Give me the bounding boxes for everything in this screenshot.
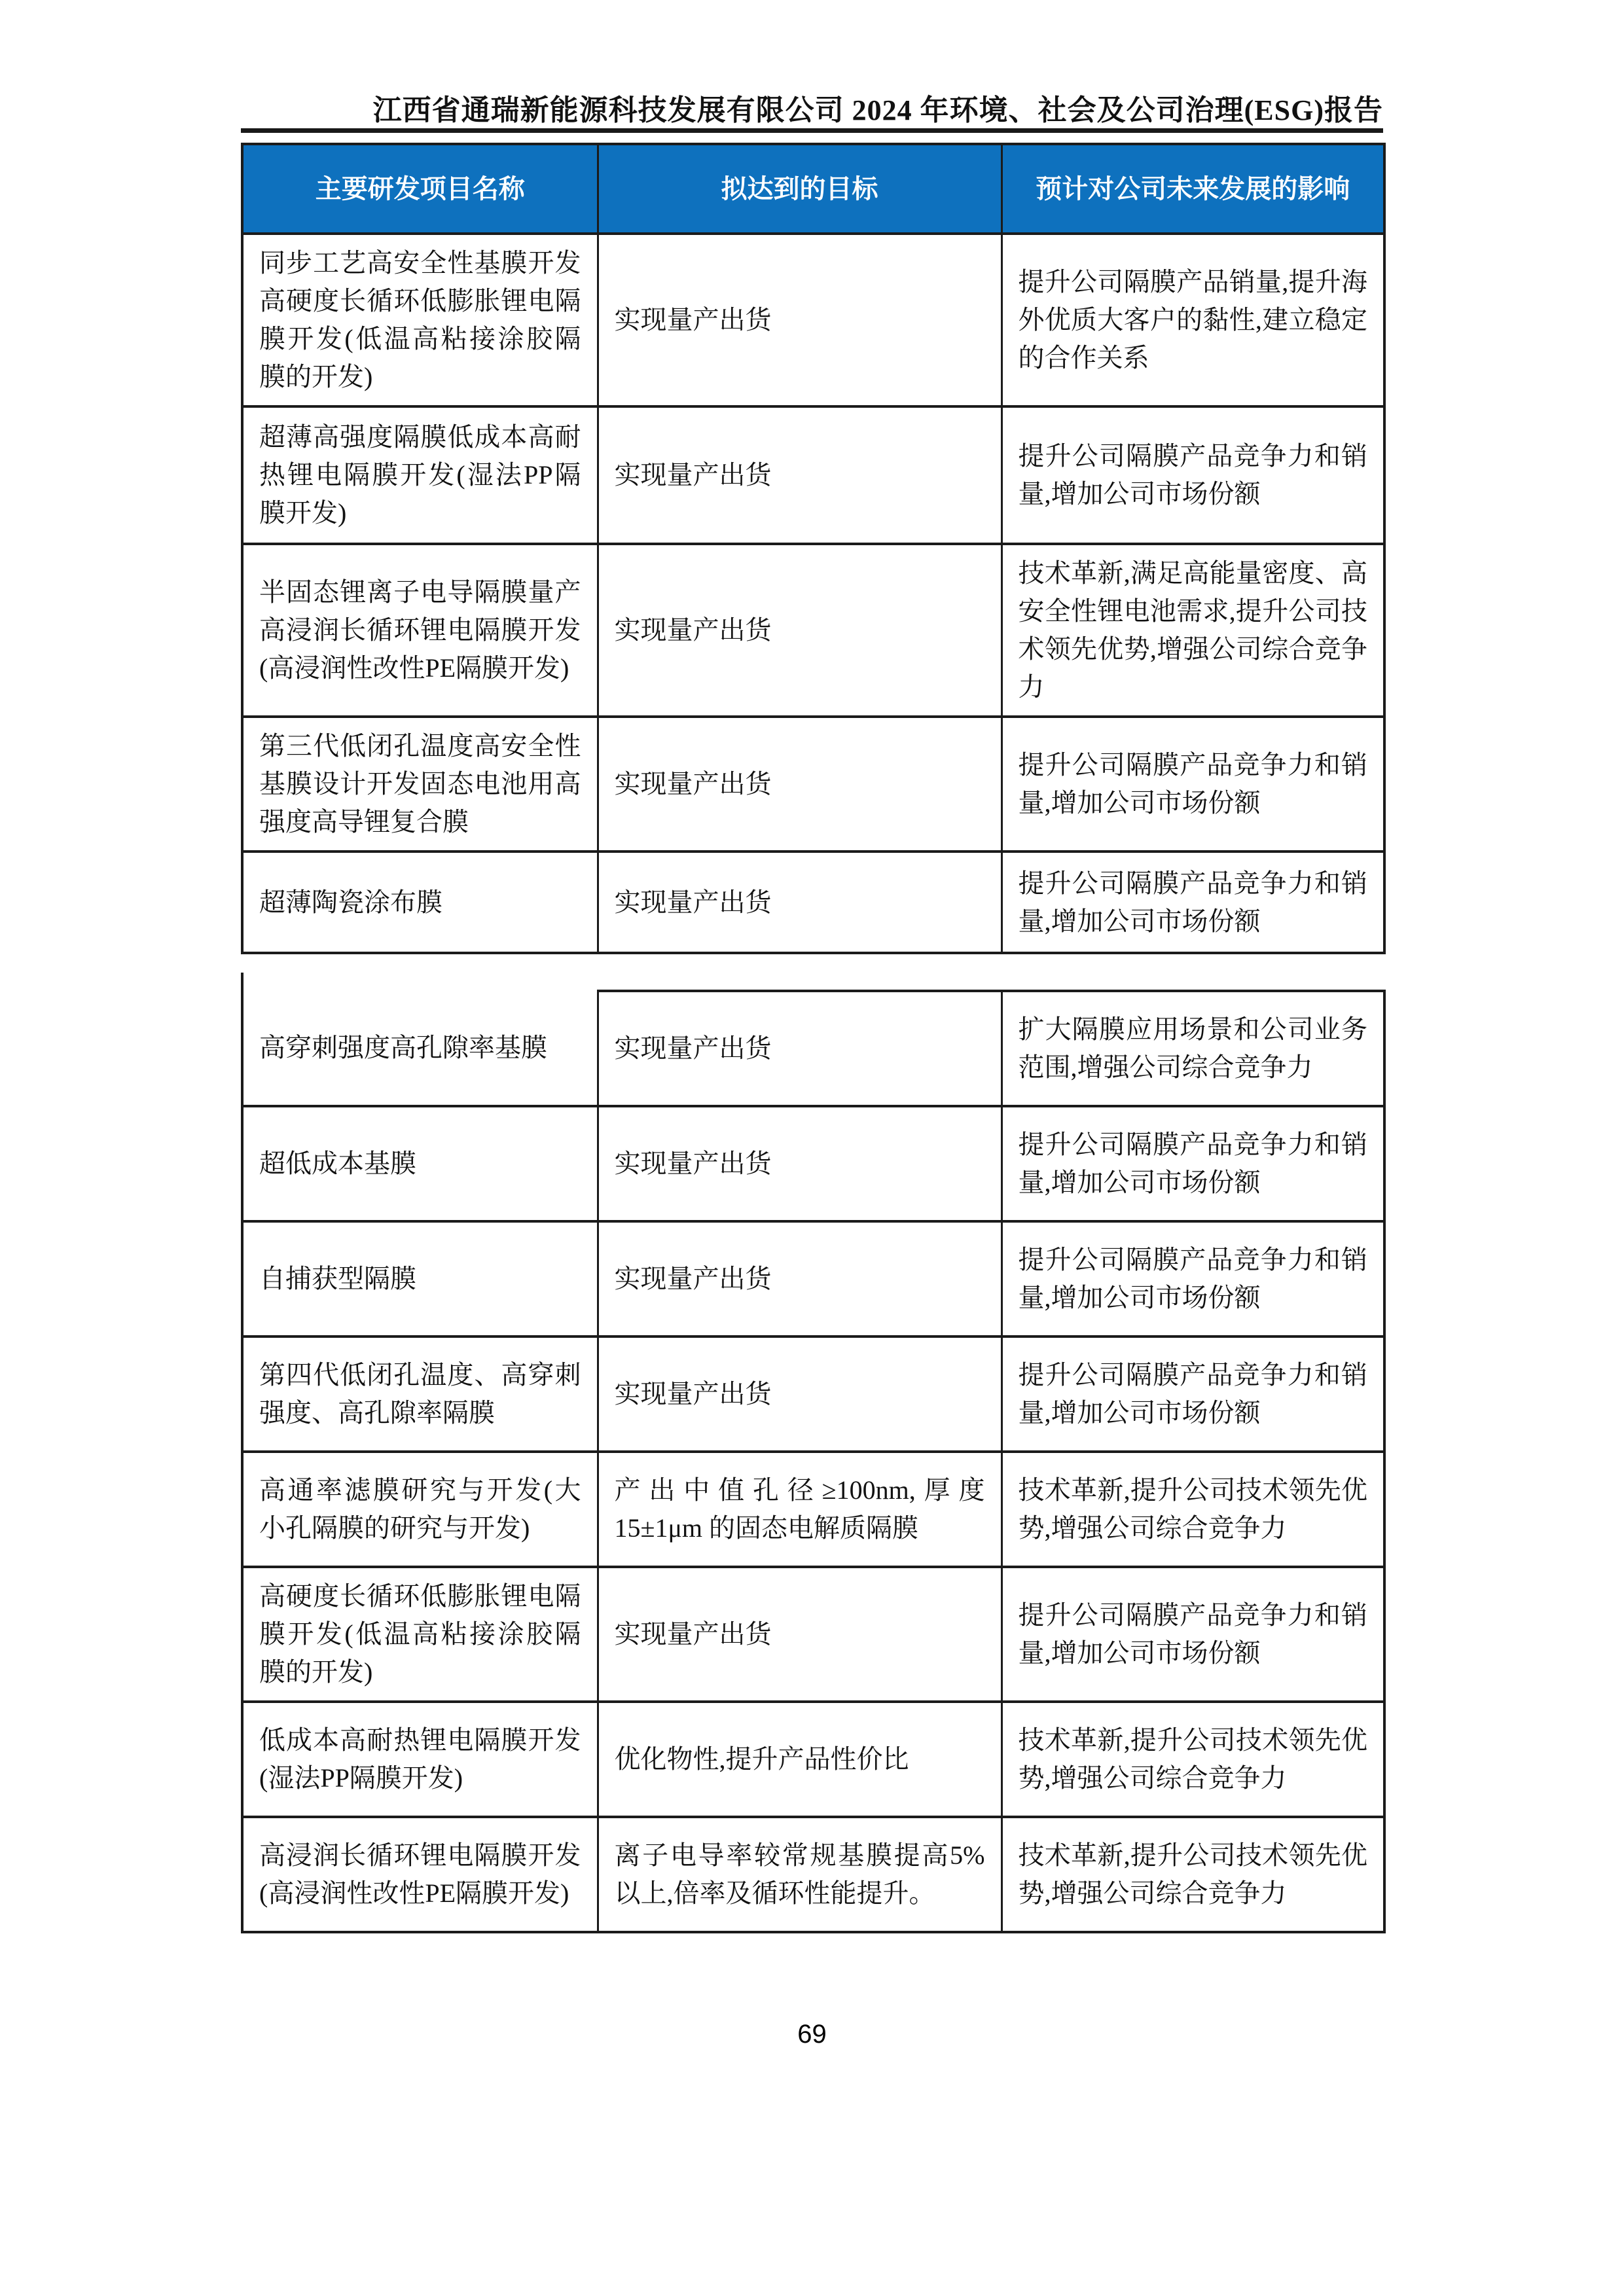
project-cell: 高浸润长循环锂电隔膜开发(高浸润性改性PE隔膜开发) bbox=[242, 1817, 598, 1932]
page-header-title: 江西省通瑞新能源科技发展有限公司 2024 年环境、社会及公司治理(ESG)报告 bbox=[372, 94, 1383, 126]
project-cell: 超薄高强度隔膜低成本高耐热锂电隔膜开发(湿法PP隔膜开发) bbox=[242, 406, 598, 544]
goal-cell: 实现量产出货 bbox=[598, 1567, 1001, 1702]
project-cell: 自捕获型隔膜 bbox=[242, 1221, 598, 1336]
impact-cell: 技术革新,提升公司技术领先优势,增强公司综合竞争力 bbox=[1001, 1817, 1384, 1932]
column-header-project: 主要研发项目名称 bbox=[242, 144, 598, 234]
column-header-impact: 预计对公司未来发展的影响 bbox=[1001, 144, 1384, 234]
impact-cell: 提升公司隔膜产品竞争力和销量,增加公司市场份额 bbox=[1001, 1221, 1384, 1336]
impact-cell: 提升公司隔膜产品竞争力和销量,增加公司市场份额 bbox=[1001, 1106, 1384, 1221]
goal-cell: 实现量产出货 bbox=[598, 852, 1001, 953]
goal-cell: 实现量产出货 bbox=[598, 991, 1001, 1106]
table-row bbox=[242, 1221, 1384, 1336]
project-cell: 第三代低闭孔温度高安全性基膜设计开发固态电池用高强度高导锂复合膜 bbox=[242, 717, 598, 852]
goal-cell: 实现量产出货 bbox=[598, 406, 1001, 544]
rd-projects-table-2 bbox=[241, 990, 1386, 1933]
table-row bbox=[242, 234, 1384, 406]
impact-cell: 提升公司隔膜产品销量,提升海外优质大客户的黏性,建立稳定的合作关系 bbox=[1001, 234, 1384, 406]
table-row bbox=[242, 1817, 1384, 1932]
goal-cell: 离子电导率较常规基膜提高5%以上,倍率及循环性能提升。 bbox=[598, 1817, 1001, 1932]
impact-cell: 提升公司隔膜产品竞争力和销量,增加公司市场份额 bbox=[1001, 852, 1384, 953]
project-cell: 半固态锂离子电导隔膜量产高浸润长循环锂电隔膜开发(高浸润性改性PE隔膜开发) bbox=[242, 544, 598, 717]
impact-cell: 提升公司隔膜产品竞争力和销量,增加公司市场份额 bbox=[1001, 406, 1384, 544]
table-row bbox=[242, 1106, 1384, 1221]
table-row bbox=[242, 1567, 1384, 1702]
goal-cell: 实现量产出货 bbox=[598, 544, 1001, 717]
goal-cell: 实现量产出货 bbox=[598, 1221, 1001, 1336]
goal-cell: 实现量产出货 bbox=[598, 717, 1001, 852]
table-row bbox=[242, 1452, 1384, 1567]
table-continuation-border-stub bbox=[241, 973, 244, 991]
project-cell: 超低成本基膜 bbox=[242, 1106, 598, 1221]
rd-projects-table-1 bbox=[241, 143, 1386, 954]
table-row bbox=[242, 717, 1384, 852]
table-row bbox=[242, 852, 1384, 953]
table-row bbox=[242, 406, 1384, 544]
impact-cell: 提升公司隔膜产品竞争力和销量,增加公司市场份额 bbox=[1001, 717, 1384, 852]
impact-cell: 提升公司隔膜产品竞争力和销量,增加公司市场份额 bbox=[1001, 1567, 1384, 1702]
table-row bbox=[242, 1702, 1384, 1817]
goal-cell: 实现量产出货 bbox=[598, 1336, 1001, 1452]
goal-cell: 优化物性,提升产品性价比 bbox=[598, 1702, 1001, 1817]
impact-cell: 技术革新,提升公司技术领先优势,增强公司综合竞争力 bbox=[1001, 1702, 1384, 1817]
project-cell: 第四代低闭孔温度、高穿刺强度、高孔隙率隔膜 bbox=[242, 1336, 598, 1452]
impact-cell: 技术革新,满足高能量密度、高安全性锂电池需求,提升公司技术领先优势,增强公司综合竞争力 bbox=[1001, 544, 1384, 717]
project-cell: 超薄陶瓷涂布膜 bbox=[242, 852, 598, 953]
project-cell: 同步工艺高安全性基膜开发高硬度长循环低膨胀锂电隔膜开发(低温高粘接涂胶隔膜的开发) bbox=[242, 234, 598, 406]
project-cell: 高硬度长循环低膨胀锂电隔膜开发(低温高粘接涂胶隔膜的开发) bbox=[242, 1567, 598, 1702]
project-cell: 高通率滤膜研究与开发(大小孔隔膜的研究与开发) bbox=[242, 1452, 598, 1567]
impact-cell: 提升公司隔膜产品竞争力和销量,增加公司市场份额 bbox=[1001, 1336, 1384, 1452]
goal-cell: 实现量产出货 bbox=[598, 1106, 1001, 1221]
impact-cell: 技术革新,提升公司技术领先优势,增强公司综合竞争力 bbox=[1001, 1452, 1384, 1567]
table-row bbox=[242, 1336, 1384, 1452]
impact-cell: 扩大隔膜应用场景和公司业务范围,增强公司综合竞争力 bbox=[1001, 991, 1384, 1106]
goal-cell: 实现量产出货 bbox=[598, 234, 1001, 406]
table-row bbox=[242, 544, 1384, 717]
project-cell: 高穿刺强度高孔隙率基膜 bbox=[242, 991, 598, 1106]
table-header-row bbox=[242, 144, 1384, 234]
table-row bbox=[242, 991, 1384, 1106]
goal-cell: 产出中值孔径≥100nm,厚度15±1μm 的固态电解质隔膜 bbox=[598, 1452, 1001, 1567]
header-rule bbox=[241, 128, 1383, 133]
page-number: 69 bbox=[797, 2020, 827, 2049]
column-header-goal: 拟达到的目标 bbox=[598, 144, 1001, 234]
project-cell: 低成本高耐热锂电隔膜开发(湿法PP隔膜开发) bbox=[242, 1702, 598, 1817]
